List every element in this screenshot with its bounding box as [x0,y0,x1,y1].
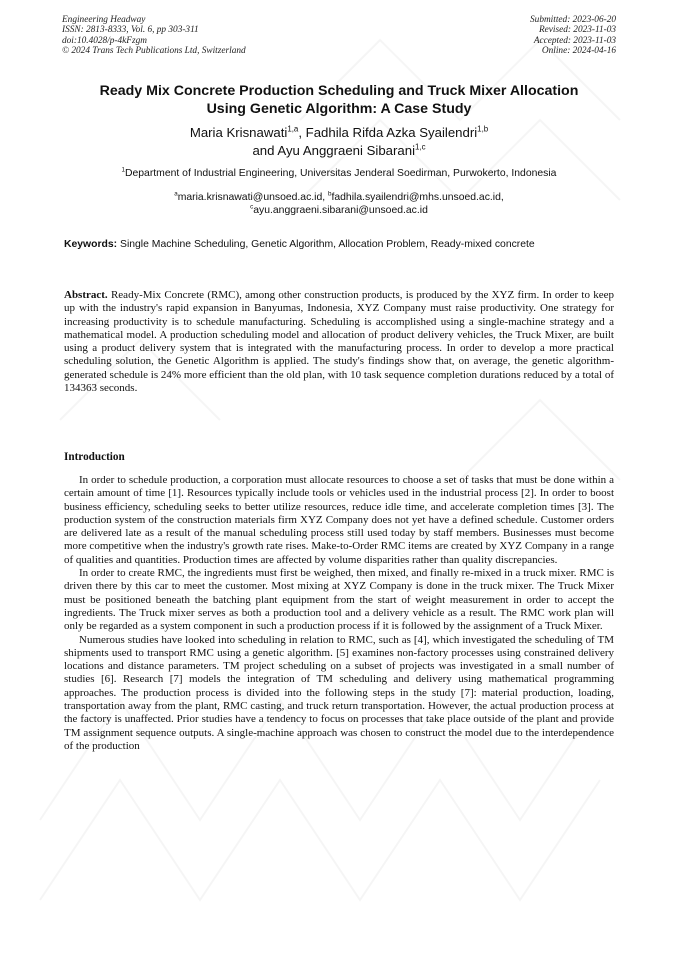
email-c-sup: c [250,203,254,211]
affiliation-text: Department of Industrial Engineering, Universitas Jenderal Soedirman, Purwokerto, Indonesia [125,168,557,179]
keywords [64,238,614,251]
online-date: Online: 2024-04-16 [541,46,616,57]
author-1-name: Maria Krisnawati [189,125,288,140]
email-line-2 [40,204,638,217]
keywords-text: Single Machine Scheduling, Genetic Algorithm, Allocation Problem, Ready-mixed concrete [117,239,535,250]
author-and: and [252,143,278,158]
email-line-1 [40,191,638,204]
keywords-label: Keywords: [64,239,118,250]
intro-paragraph-2: In order to create RMC, the ingredients must first be weighed, then mixed, and finally re-mixed in a truck mixer. RMC is driven there by this car to meet the customer. Most mixing at XYZ Company is done in the truck mixer. The Truck Mixer must be positioned beneath the batching plant equipment from the start of weight measurement in order to accept the ingredients. The Truck mixer serves as both a production tool and a delivery vehicle as a result. The RMC work plan will only be regarded as a system component in such a production process if it is followed by the assignment of a Truck Mixer. [64,567,614,633]
author-3-name: Ayu Anggraeni Sibarani [277,143,415,158]
author-1-sup: 1,a [287,124,299,134]
revised-date: Revised: 2023-11-03 [538,25,616,36]
doi-link[interactable]: doi:10.4028/p-4kFzgm [62,35,147,46]
author-2-name: Fadhila Rifda Azka Syailendri [305,125,478,140]
email-a[interactable]: maria.krisnawati@unsoed.ac.id, [177,192,329,203]
author-separator: , [298,125,306,140]
author-2-sup: 1,b [477,124,489,134]
title-line-2: Using Genetic Algorithm: A Case Study [206,101,472,117]
introduction-heading: Introduction [64,451,125,463]
issn: ISSN: 2813-8333, Vol. 6, pp 303-311 [62,25,199,36]
paper-title [40,82,638,118]
accepted-date: Accepted: 2023-11-03 [533,35,616,46]
email-c[interactable]: ayu.anggraeni.sibarani@unsoed.ac.id [253,205,428,216]
email-b[interactable]: fadhila.syailendri@mhs.unsoed.ac.id, [331,192,504,203]
header-dates [530,15,616,57]
title-line-1: Ready Mix Concrete Production Scheduling and Truck Mixer Allocation [99,83,579,99]
affiliation-sup: 1 [121,166,125,174]
author-3-sup: 1,c [415,142,426,152]
author-line-2 [40,142,638,160]
intro-paragraph-3: Numerous studies have looked into scheduling in relation to RMC, such as [4], which investigated the scheduling of TM shipments used to transport RMC using a genetic algorithm. [5] examines non-factory processes using constrained delivery locations and distance parameters. TM project scheduling on a subset of projects was investigated in a small number of studies [6]. Research [7] models the integration of TM scheduling and delivery using mathematical programming approaches. The production process is divided into the following steps in the study [7]: material production, loading, transportation away from the plant, RMC casting, and truck return transportation. However, the actual production process at the factory is unaffected. Prior studies have a tendency to focus on processes that take place outside of the plant and provide TM assignment sequence outputs. A single-machine approach was chosen to construct the model due to the interdependence of the production [64,633,614,752]
abstract-label: Abstract. [64,289,108,301]
submitted-date: Submitted: 2023-06-20 [530,15,616,25]
header-journal-info [62,15,246,57]
email-a-sup: a [174,190,178,198]
copyright: © 2024 Trans Tech Publications Ltd, Switzerland [62,46,246,57]
email-b-sup: b [328,190,332,198]
introduction-body [64,474,614,753]
affiliation [40,167,638,180]
abstract [64,289,614,395]
abstract-text: Ready-Mix Concrete (RMC), among other construction products, is produced by the XYZ firm. In order to keep up with the industry's rapid expansion in Banyumas, Indonesia, XYZ Company must raise productivity. One strategy for increasing productivity is to schedule manufacturing. Scheduling is accomplished using a single-machine strategy and a mathematical model. A production scheduling model and allocation of product delivery vehicles, the Truck Mixer, are built using a product delivery system that is integrated with the manufacturing process. In order to develop a more practical scheduling solution, the Genetic Algorithm is applied. The study's findings show that, on average, the genetic algorithm-generated schedule is 24% more efficient than the old plan, with 10 task sequence completion durations reduced by a total of 134363 seconds. [64,289,614,395]
author-line-1 [40,124,638,142]
author-emails [40,191,638,217]
intro-paragraph-1: In order to schedule production, a corporation must allocate resources to choose a set of tasks that must be done within a certain amount of time [1]. Resources typically include tools or vehicles used in the industrial process [2]. In order to boost business efficiency, scheduling seeks to better utilize resources, reduce idle time, and accelerate completion times [3]. The production system of the construction materials firm XYZ Company does not yet have a defined schedule. Customer orders are delivered late as a result of the manual scheduling process still used today by staff members. Businesses must become more competitive when the industry's growth rate rises. Make-to-Order RMC items are created by XYZ Company in a range of qualities and quantities. Production times are affected by volume disparities rather than quality discrepancies. [64,474,614,566]
journal-name: Engineering Headway [62,15,146,25]
author-list [40,124,638,160]
